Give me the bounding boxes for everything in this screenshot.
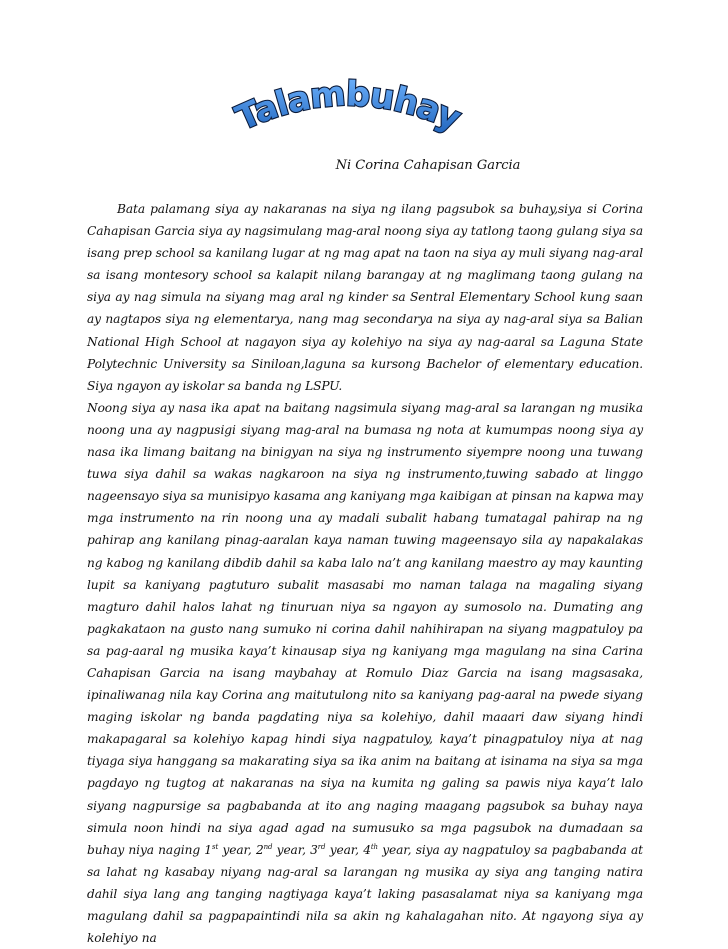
ordinal-sep-1: year, 2 [218, 842, 264, 857]
ordinal-4: th [370, 842, 378, 851]
wordart-text: Talambuhay [230, 78, 466, 139]
wordart-title [228, 78, 468, 158]
svg-text:Talambuhay [230, 78, 466, 139]
paragraph-music-text: Noong siya ay nasa ika apat na baitang nagsimula siyang mag-aral sa larangan ng musika noong una ay nagpusigi siyang mag-aral na bumasa ng nota at kumumpas noong siya ay nasa ika limang baitang na binigyan na siya ng instrumento siyempre noong una tuwang tuwa siya dahil sa wakas nagkaroon na siya ng instrumento,tuwing sabado at linggo nageensayo siya sa munisipyo kasama ang kaniyang mga kaibigan at pinsan na kapwa may mga instrumento na rin noong una ay madali subalit habang tumatagal pahirap na ng pahirap ang kanilang pinag-aaralan kaya naman tuwing mageensayo sila ay napakalakas ng kabog ng kanilang dibdib dahil sa kaba lalo na’t ang kanilang maestro ay may kaunting lupit sa kaniyang pagtuturo subalit masasabi mo naman talaga na magaling siyang magturo dahil halos lahat ng tinuruan niya sa ngayon ay sumosolo na. Dumating ang pagkakataon na gusto nang sumuko ni corina dahil nahihirapan na siyang magpatuloy pa sa pag-aaral ng musika kaya’t kinausap siya ng kaniyang mga magulang na sina Carina Cahapisan Garcia na isang maybahay at Romulo Diaz Garcia na isang magsasaka, ipinaliwanag nila kay Corina ang maitutulong nito sa kaniyang pag-aaral na pwede siyang maging iskolar ng banda pagdating niya sa kolehiyo, dahil maaari daw siyang hindi makapagaral sa kolehiyo kapag hindi siya nagpatuloy, kaya’t pinagpatuloy niya at nag tiyaga siya hanggang sa makarating siya sa ika anim na baitang at isinama na siya sa mga pagdayo ng tugtog at nakaranas na siya na kumita ng galing sa pawis niya kaya’t lalo siyang nagpursige sa pagbabanda at ito ang naging maagang pagsubok sa buhay naya simula noon hindi na siya agad agad na sumusuko sa mga pagsubok na dumadaan sa buhay niya naging 1 [87, 400, 644, 857]
paragraph-music-end: year, siya ay nagpatuloy sa pagbabanda at sa lahat ng kasabay niyang nag-aral sa larangan ng musika ay siya ang tanging natira dahil siya lang ang tanging nagtiyaga kaya’t laking pasasalamat niya sa kaniyang mga magulang dahil sa pagpapaintindi nila sa akin ng kahalagahan nito. At ngayong siya ay kolehiyo na [87, 842, 643, 946]
body-text [87, 198, 643, 949]
ordinal-sep-2: year, 3 [272, 842, 318, 857]
ordinal-1: st [211, 842, 219, 851]
ordinal-2: nd [263, 842, 273, 851]
ordinal-3: rd [317, 842, 326, 851]
author-line: Ni Corina Cahapisan Garcia [335, 158, 521, 173]
paragraph-music [87, 397, 643, 949]
ordinal-sep-3: year, 4 [325, 842, 371, 857]
paragraph-intro: Bata palamang siya ay nakaranas na siya ng ilang pagsubok sa buhay,siya si Corina Cahapisan Garcia siya ay nagsimulang mag-aral noong siya ay tatlong taong gulang siya sa isang prep school sa kanilang lugar at ng mag apat na taon na siya ay muli siyang nag-aral sa isang montesory school sa kalapit nilang barangay at ng maglimang taong gulang na siya ay nag simula na siyang mag aral ng kinder sa Sentral Elementary School kung saan ay nagtapos siya ng elementarya, nang mag secondarya na siya ay nag-aral siya sa Balian National High School at nagayon siya ay kolehiyo na siya ay nag-aaral sa Laguna State Polytechnic University sa Siniloan,laguna sa kursong Bachelor of elementary education. Siya ngayon ay iskolar sa banda ng LSPU. [87, 202, 643, 393]
